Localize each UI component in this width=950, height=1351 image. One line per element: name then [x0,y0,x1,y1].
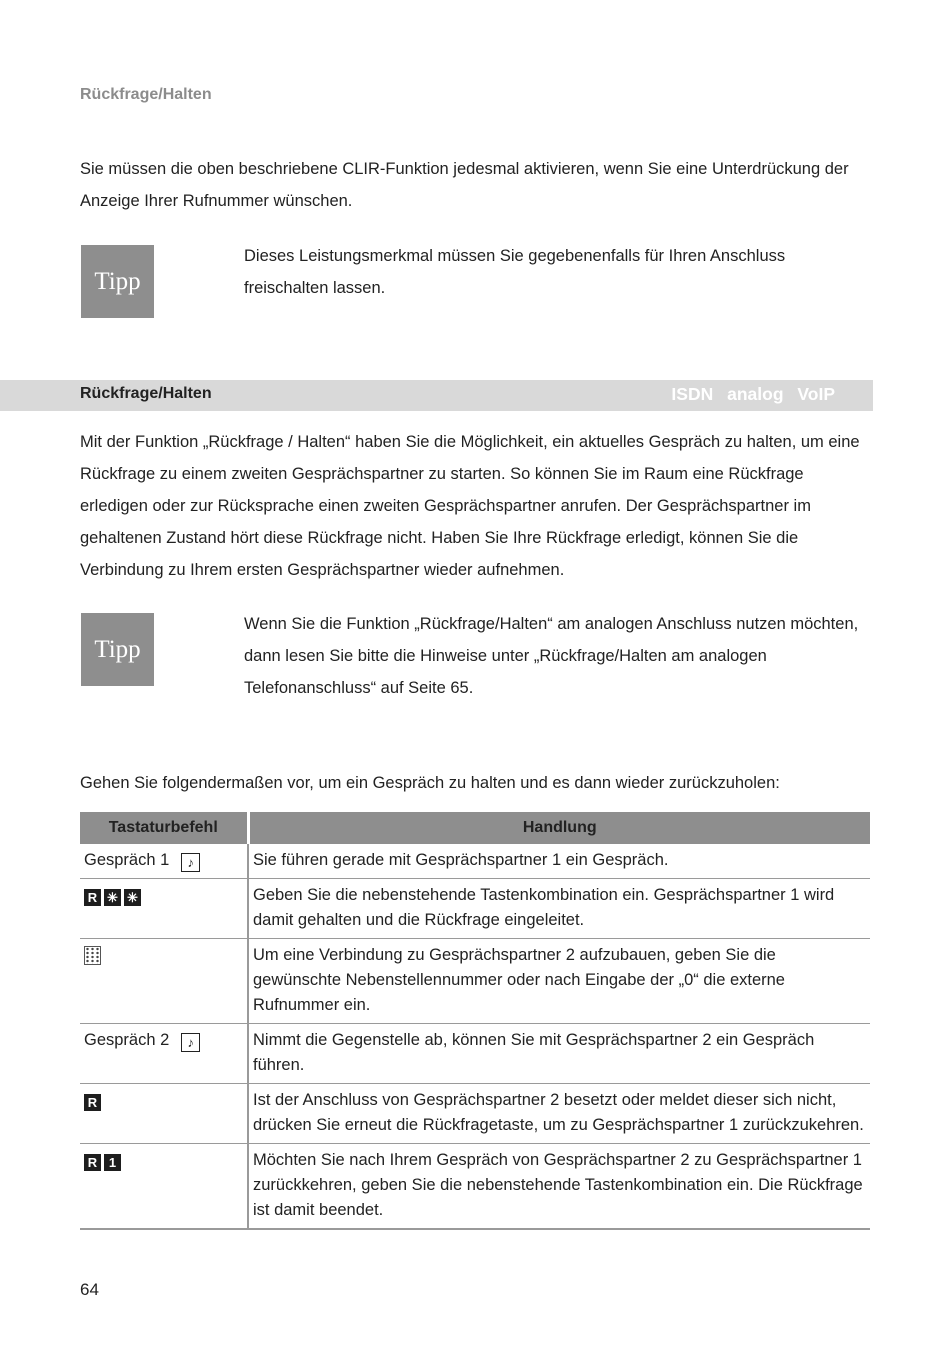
handset-icon: ♪ [181,1033,200,1052]
command-label: Gespräch 1 [84,851,170,869]
table-row [80,939,870,1024]
command-cell [80,879,248,939]
tip-text: Wenn Sie die Funktion „Rückfrage/Halten“ am analogen Anschluss nutzen möchten, dann lesen Sie bitte die Hinweise unter „Rückfrage/Halten am analogen Telefonanschluss“ auf Seite 65. [244,615,859,697]
tip-badge: Tipp [81,613,154,686]
tip-badge: Tipp [81,245,154,318]
keypad-icon [84,946,101,965]
page-number: 64 [80,1280,99,1299]
table-header-row [80,812,870,844]
command-table [80,812,870,1230]
action-cell: Nimmt die Gegenstelle ab, können Sie mit Gesprächspartner 2 ein Gespräch führen. [248,1024,870,1084]
command-cell [80,1144,248,1230]
action-cell: Möchten Sie nach Ihrem Gespräch von Gesprächspartner 2 zu Gesprächspartner 1 zurückkehren, geben Sie die nebenstehende Tastenkombination ein. Die Rückfrage ist damit beendet. [248,1144,870,1230]
command-cell [80,1084,248,1144]
command-cell [80,939,248,1024]
table-row [80,1024,870,1084]
key-icon: R [84,1094,101,1111]
tag-isdn: ISDN [671,384,714,404]
tag-analog: analog [727,384,784,404]
connection-tags [662,384,835,405]
running-title: Rückfrage/Halten [80,86,212,103]
key-icon: R [84,1154,101,1171]
action-cell: Ist der Anschluss von Gesprächspartner 2 besetzt oder meldet dieser sich nicht, drücken Sie erneut die Rückfragetaste, um zu Gesprächspartner 1 zurückzukehren. [248,1084,870,1144]
key-icon: 1 [104,1154,121,1171]
table-row [80,1084,870,1144]
command-cell [80,844,248,879]
column-header-command: Tastaturbefehl [80,812,248,844]
procedure-intro: Gehen Sie folgendermaßen vor, um ein Gespräch zu halten und es dann wieder zurückzuholen: [80,774,780,792]
tip-text: Dieses Leistungsmerkmal müssen Sie gegebenenfalls für Ihren Anschluss freischalten lassen. [244,247,786,297]
command-label: Gespräch 2 [84,1031,170,1049]
action-cell: Um eine Verbindung zu Gesprächspartner 2 aufzubauen, geben Sie die gewünschte Nebenstellennummer oder nach Eingabe der „0“ die externe Rufnummer ein. [248,939,870,1024]
intro-paragraph: Sie müssen die oben beschriebene CLIR-Funktion jedesmal aktivieren, wenn Sie eine Unterdrückung der Anzeige Ihrer Rufnummer wünschen. [80,160,849,210]
table-row [80,879,870,939]
section-paragraph: Mit der Funktion „Rückfrage / Halten“ haben Sie die Möglichkeit, ein aktuelles Gespräch zu halten, um eine Rückfrage zu einem zweiten Gesprächspartner zu starten. So können Sie im Raum eine Rückfrage erledigen oder zur Rücksprache einen zweiten Gesprächspartner anrufen. Der Gesprächspartner im gehaltenen Zustand hört diese Rückfrage nicht. Haben Sie Ihre Rückfrage erledigt, können Sie die Verbindung zu Ihrem ersten Gesprächspartner wieder aufnehmen. [80,433,860,579]
key-icon: R [84,889,101,906]
handset-icon: ♪ [181,853,200,872]
key-icon: ✳ [104,889,121,906]
table-row [80,1144,870,1230]
section-title: Rückfrage/Halten [80,385,212,402]
table-row [80,844,870,879]
action-cell: Sie führen gerade mit Gesprächspartner 1 ein Gespräch. [248,844,870,879]
tag-voip: VoIP [797,384,835,404]
key-icon: ✳ [124,889,141,906]
action-cell: Geben Sie die nebenstehende Tastenkombination ein. Gesprächspartner 1 wird damit gehalten und die Rückfrage eingeleitet. [248,879,870,939]
command-cell [80,1024,248,1084]
column-header-action: Handlung [248,812,870,844]
